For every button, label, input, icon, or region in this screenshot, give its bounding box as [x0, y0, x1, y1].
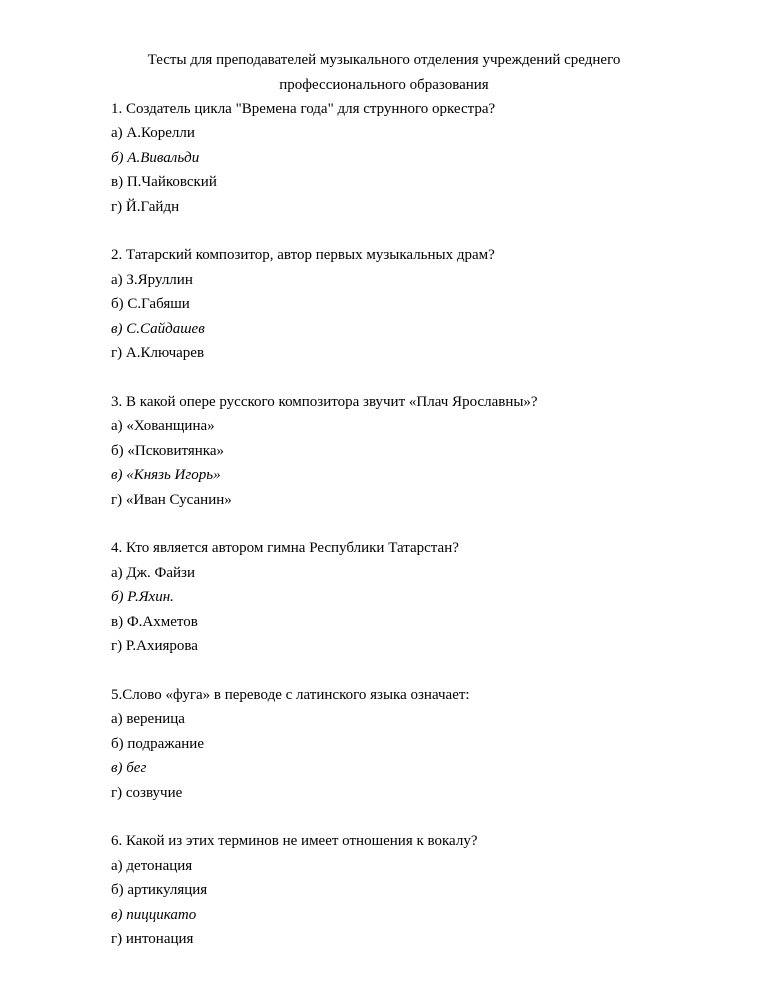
- answer-option-correct: в) «Князь Игорь»: [111, 467, 221, 483]
- answer-option: г) созвучие: [111, 785, 183, 801]
- answer-option: б) артикуляция: [111, 882, 208, 898]
- answer-option: б) С.Габяши: [111, 296, 190, 312]
- answer-option: а) вереница: [111, 711, 185, 727]
- answer-option-correct: в) С.Сайдашев: [111, 321, 205, 337]
- question-text: 6. Какой из этих терминов не имеет отношения к вокалу?: [111, 833, 478, 849]
- answer-option: б) подражание: [111, 736, 204, 752]
- answer-option-correct: в) бег: [111, 760, 147, 776]
- answer-option: а) «Хованщина»: [111, 418, 215, 434]
- answer-option: в) П.Чайковский: [111, 174, 217, 190]
- document-title-line-2: профессионального образования: [279, 77, 489, 93]
- question-text: 2. Татарский композитор, автор первых музыкальных драм?: [111, 247, 495, 263]
- question-text: 3. В какой опере русского композитора звучит «Плач Ярославны»?: [111, 394, 538, 410]
- answer-option-correct: б) А.Вивальди: [111, 150, 200, 166]
- answer-option: б) «Псковитянка»: [111, 443, 225, 459]
- answer-option: а) детонация: [111, 858, 193, 874]
- answer-option: г) Й.Гайдн: [111, 199, 180, 215]
- answer-option: а) З.Яруллин: [111, 272, 193, 288]
- answer-option: г) А.Ключарев: [111, 345, 205, 361]
- answer-option: а) А.Корелли: [111, 125, 195, 141]
- document-title-line-1: Тесты для преподавателей музыкального отделения учреждений среднего: [147, 52, 621, 68]
- answer-option: г) Р.Ахиярова: [111, 638, 198, 654]
- question-text: 5.Слово «фуга» в переводе с латинского языка означает:: [111, 687, 470, 703]
- answer-option: г) интонация: [111, 931, 194, 947]
- answer-option: а) Дж. Файзи: [111, 565, 195, 581]
- answer-option: в) Ф.Ахметов: [111, 614, 198, 630]
- answer-option-correct: в) пиццикато: [111, 907, 197, 923]
- question-text: 4. Кто является автором гимна Республики Татарстан?: [111, 540, 459, 556]
- question-text: 1. Создатель цикла "Времена года" для струнного оркестра?: [111, 101, 496, 117]
- answer-option-correct: б) Р.Яхин.: [111, 589, 174, 605]
- answer-option: г) «Иван Сусанин»: [111, 492, 232, 508]
